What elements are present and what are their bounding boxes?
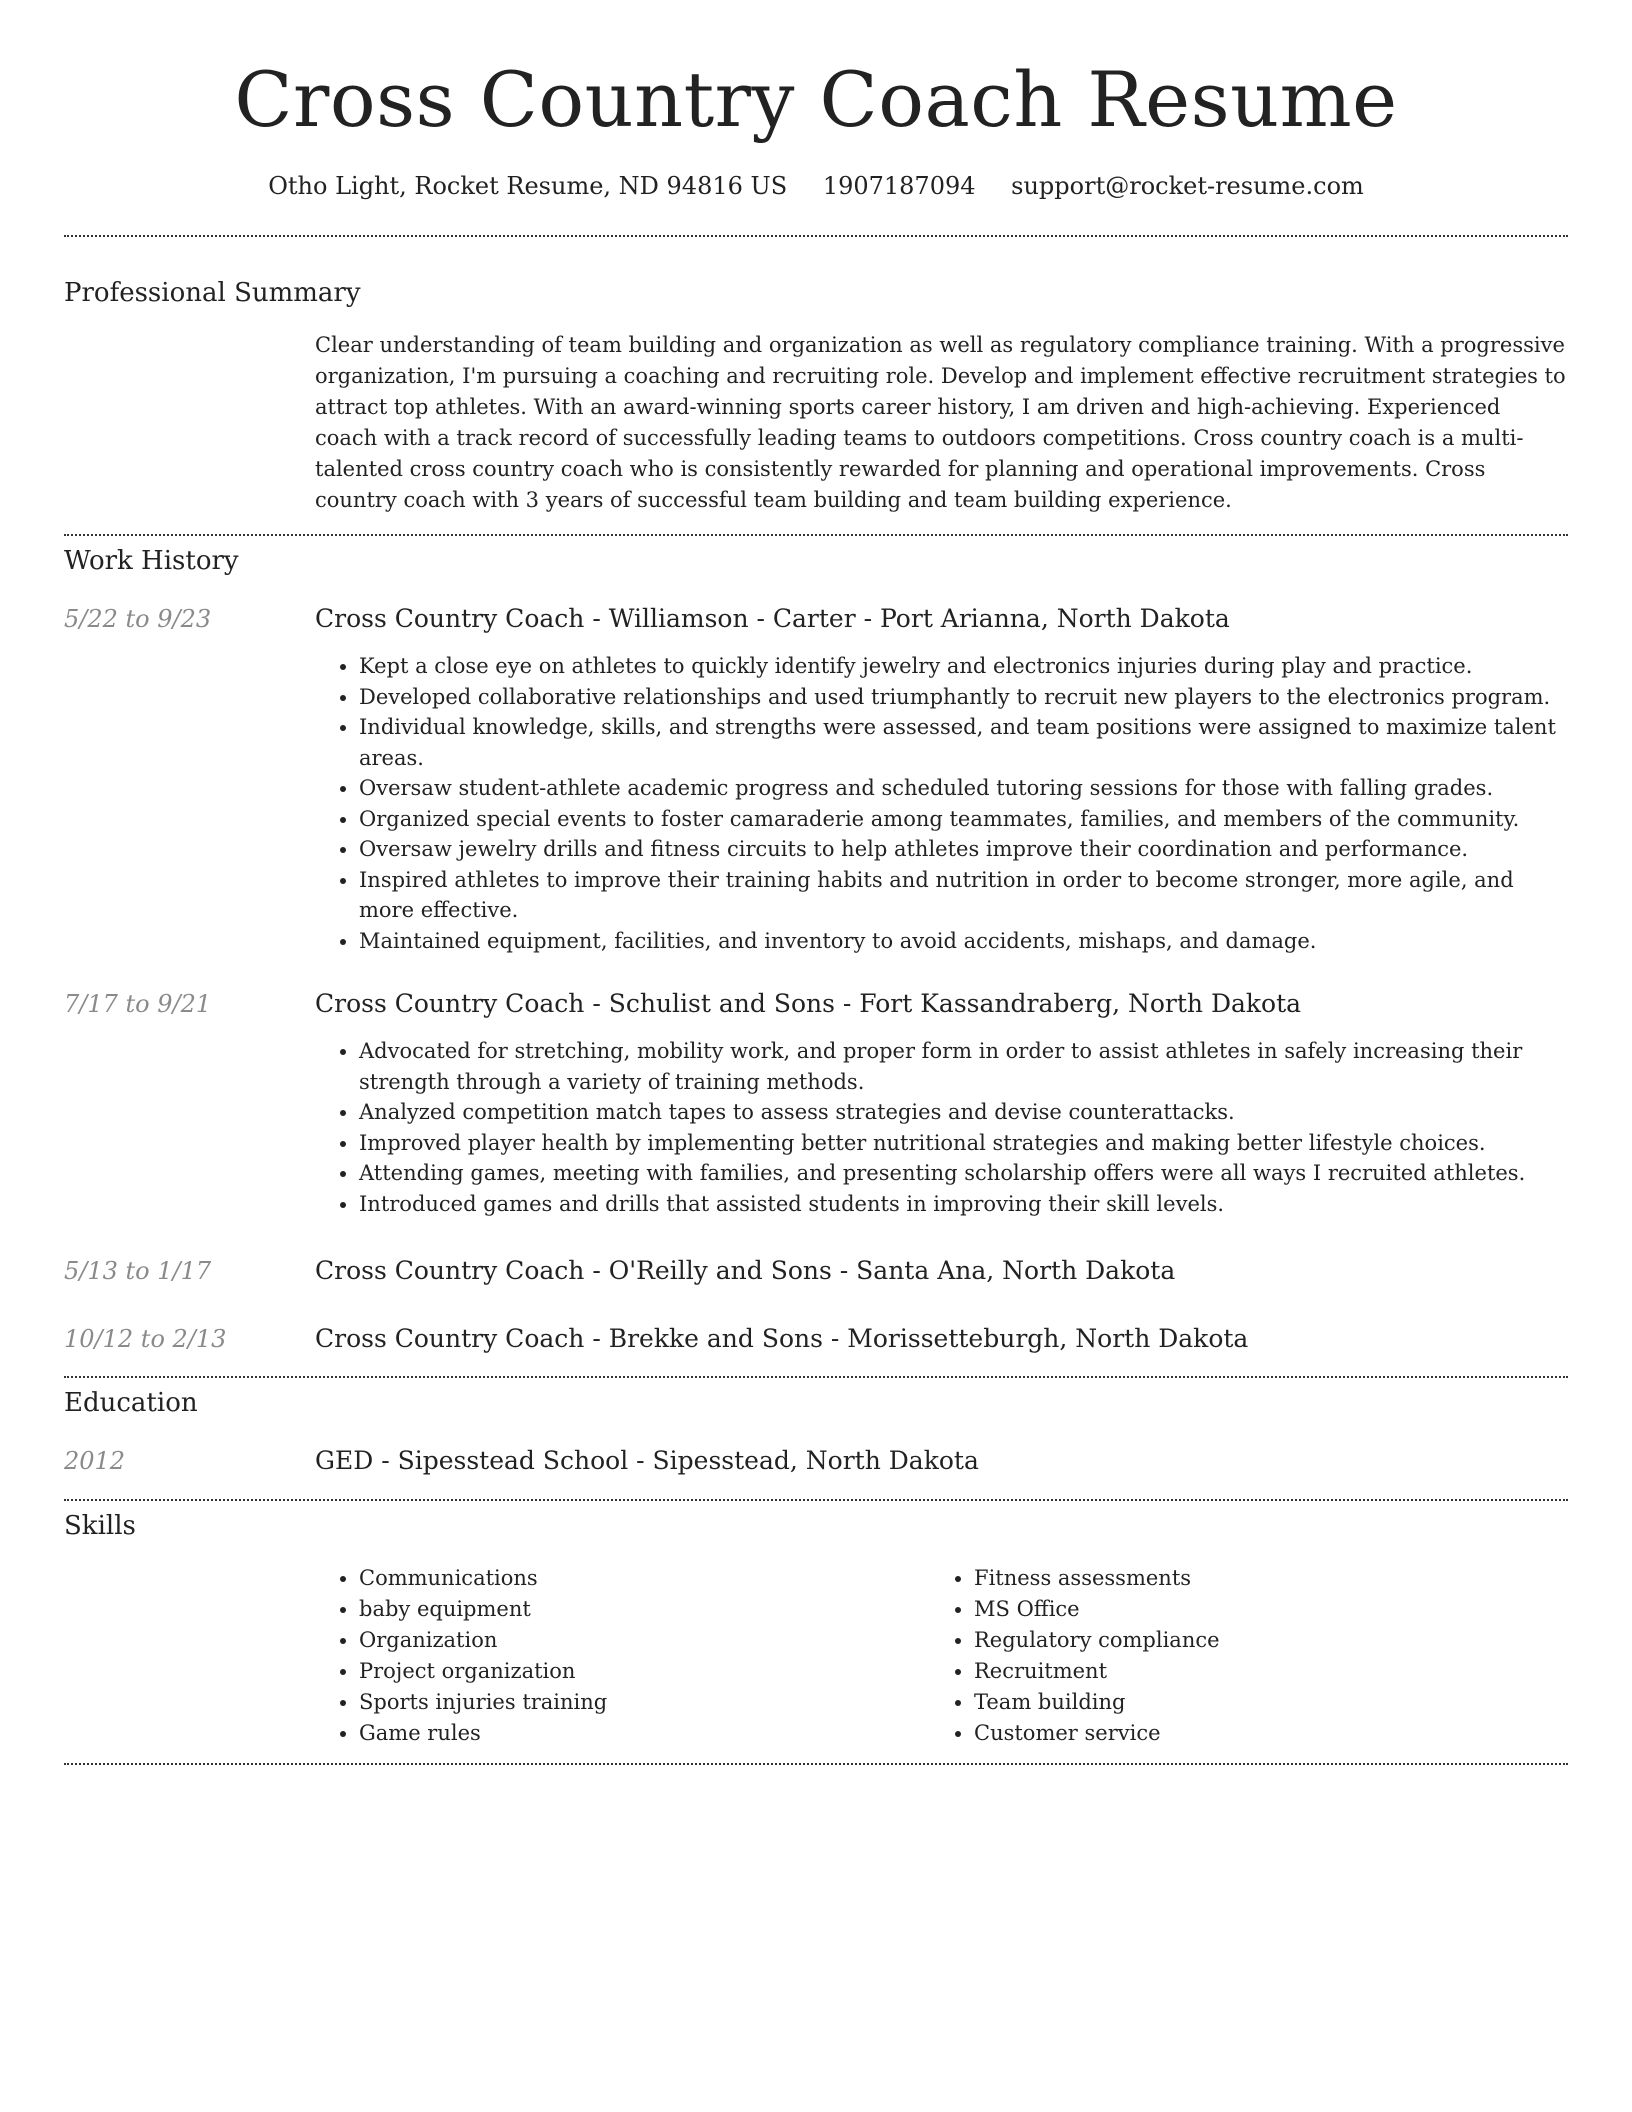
summary-section bbox=[64, 276, 1568, 516]
contact-address: Otho Light, Rocket Resume, ND 94816 US bbox=[268, 172, 788, 200]
skills-heading: Skills bbox=[64, 1511, 136, 1541]
education-section bbox=[64, 1386, 1568, 1478]
divider bbox=[64, 1763, 1568, 1765]
job-entry bbox=[64, 987, 1568, 1219]
skills-list bbox=[315, 1563, 1568, 1749]
job-entry bbox=[64, 1254, 1568, 1288]
resume-title: Cross Country Coach Resume bbox=[234, 55, 1398, 144]
contact-phone: 1907187094 bbox=[822, 172, 976, 200]
job-title: Cross Country Coach - Brekke and Sons - Morissetteburgh, North Dakota bbox=[315, 1324, 1249, 1353]
list-item: • Individual knowledge, skills, and strengths were assessed, and team positions were assigned to maximize talent areas. bbox=[359, 712, 1568, 773]
job-dates: 10/12 to 2/13 bbox=[64, 1325, 227, 1353]
list-item: • Inspired athletes to improve their training habits and nutrition in order to become stronger, more agile, and more effective. bbox=[359, 865, 1568, 926]
job-title: Cross Country Coach - O'Reilly and Sons - Santa Ana, North Dakota bbox=[315, 1256, 1176, 1285]
skill-item: • Organization bbox=[359, 1625, 930, 1656]
divider bbox=[64, 1499, 1568, 1501]
skill-item: • MS Office bbox=[974, 1594, 1545, 1625]
list-item: • Organized special events to foster camaraderie among teammates, families, and members of the community. bbox=[359, 804, 1568, 835]
list-item: • Oversaw jewelry drills and fitness circuits to help athletes improve their coordination and performance. bbox=[359, 834, 1568, 865]
skill-item: • Recruitment bbox=[974, 1656, 1545, 1687]
job-title: Cross Country Coach - Williamson - Carter - Port Arianna, North Dakota bbox=[315, 604, 1230, 633]
list-item: • Oversaw student-athlete academic progress and scheduled tutoring sessions for those with falling grades. bbox=[359, 773, 1568, 804]
list-item: • Developed collaborative relationships and used triumphantly to recruit new players to the electronics program. bbox=[359, 682, 1568, 713]
skill-item: • Game rules bbox=[359, 1718, 930, 1749]
job-dates: 7/17 to 9/21 bbox=[64, 990, 212, 1018]
job-title: Cross Country Coach - Schulist and Sons - Fort Kassandraberg, North Dakota bbox=[315, 989, 1302, 1018]
list-item: • Introduced games and drills that assisted students in improving their skill levels. bbox=[359, 1189, 1568, 1220]
list-item: • Maintained equipment, facilities, and inventory to avoid accidents, mishaps, and damage. bbox=[359, 926, 1568, 957]
skill-item: • Customer service bbox=[974, 1718, 1545, 1749]
job-dates: 5/13 to 1/17 bbox=[64, 1257, 212, 1285]
summary-text: Clear understanding of team building and organization as well as regulatory compliance training. With a progressive organization, I'm pursuing a coaching and recruiting role. Develop and implement effective recruitment strategies to attract top athletes. With an award-winning sports career history, I am driven and high-achieving. Experienced coach with a track record of successfully leading teams to outdoors competitions. Cross country coach is a multi-talented cross country coach who is consistently rewarded for planning and operational improvements. Cross country coach with 3 years of successful team building and team building experience. bbox=[315, 333, 1566, 512]
summary-heading: Professional Summary bbox=[64, 278, 361, 308]
skills-column-right bbox=[930, 1563, 1545, 1749]
divider bbox=[64, 534, 1568, 536]
job-bullets bbox=[315, 651, 1568, 956]
skills-section bbox=[64, 1509, 1568, 1749]
skill-item: • Team building bbox=[974, 1687, 1545, 1718]
list-item: • Improved player health by implementing better nutritional strategies and making better lifestyle choices. bbox=[359, 1128, 1568, 1159]
work-history-section bbox=[64, 544, 1568, 1356]
list-item: • Advocated for stretching, mobility work, and proper form in order to assist athletes in safely increasing their strength through a variety of training methods. bbox=[359, 1036, 1568, 1097]
list-item: • Kept a close eye on athletes to quickly identify jewelry and electronics injuries during play and practice. bbox=[359, 651, 1568, 682]
divider bbox=[64, 1376, 1568, 1378]
skill-item: • Fitness assessments bbox=[974, 1563, 1545, 1594]
education-entry bbox=[64, 1444, 1568, 1478]
job-bullets bbox=[315, 1036, 1568, 1219]
education-heading: Education bbox=[64, 1388, 198, 1418]
job-entry bbox=[64, 1322, 1568, 1356]
skill-item: • baby equipment bbox=[359, 1594, 930, 1625]
skill-item: • Communications bbox=[359, 1563, 930, 1594]
job-dates: 5/22 to 9/23 bbox=[64, 605, 212, 633]
skill-item: • Project organization bbox=[359, 1656, 930, 1687]
divider bbox=[64, 235, 1568, 237]
job-entry bbox=[64, 602, 1568, 956]
list-item: • Analyzed competition match tapes to assess strategies and devise counterattacks. bbox=[359, 1097, 1568, 1128]
resume-page bbox=[64, 0, 1568, 1765]
skill-item: • Regulatory compliance bbox=[974, 1625, 1545, 1656]
skills-column-left bbox=[315, 1563, 930, 1749]
contact-email: support@rocket-resume.com bbox=[1011, 172, 1364, 200]
work-history-heading: Work History bbox=[64, 546, 239, 576]
education-date: 2012 bbox=[64, 1447, 126, 1475]
education-title: GED - Sipesstead School - Sipesstead, North Dakota bbox=[315, 1446, 979, 1475]
contact-line bbox=[64, 170, 1568, 202]
skill-item: • Sports injuries training bbox=[359, 1687, 930, 1718]
list-item: • Attending games, meeting with families, and presenting scholarship offers were all ways I recruited athletes. bbox=[359, 1158, 1568, 1189]
